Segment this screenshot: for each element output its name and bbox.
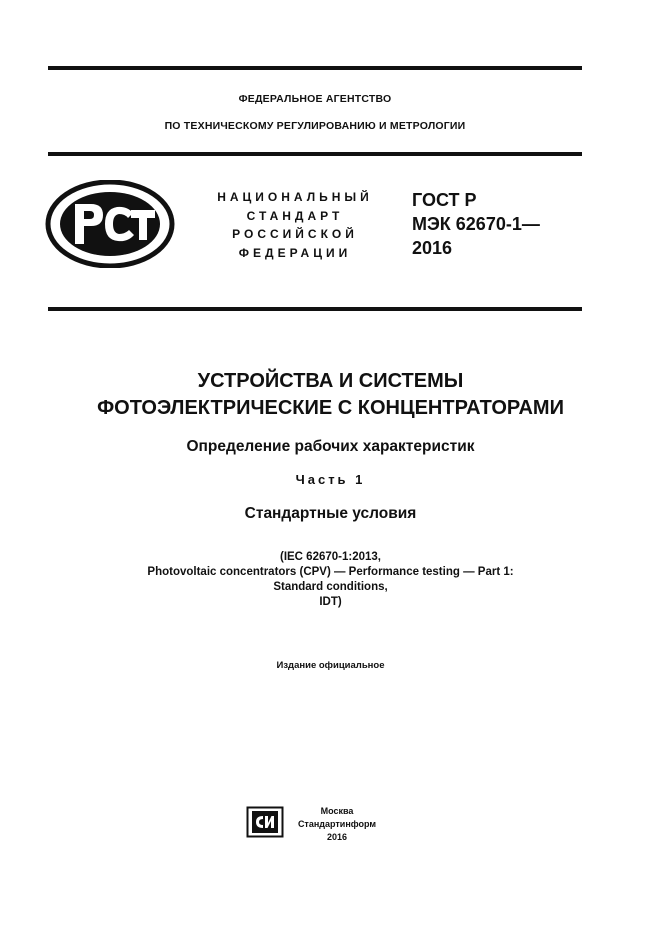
agency-line-2: ПО ТЕХНИЧЕСКОМУ РЕГУЛИРОВАНИЮ И МЕТРОЛОГИИ [164,120,466,132]
top-rule [48,66,582,70]
national-standard-caption [200,188,390,262]
designation-line: МЭК 62670-1— [412,214,540,234]
agency-line-1: ФЕДЕРАЛЬНОЕ АГЕНТСТВО [238,93,392,105]
standartinform-logo-icon [246,806,284,838]
middle-rule [48,307,582,311]
standard-designation [412,188,592,260]
iec-reference-line: Photovoltaic concentrators (CPV) — Performance testing — Part 1: [147,566,514,578]
designation-line: ГОСТ Р [412,190,477,210]
document-title-line-2: ФОТОЭЛЕКТРИЧЕСКИЕ С КОНЦЕНТРАТОРАМИ [97,397,564,419]
iec-reference [48,550,613,610]
publisher-name: Стандартинформ [297,819,377,829]
publisher-city: Москва [320,806,354,816]
iec-reference-line: (IEC 62670-1:2013, [279,551,381,563]
iec-reference-line: Standard conditions, [273,581,388,593]
national-line: НАЦИОНАЛЬНЫЙ [217,190,373,204]
publication-year: 2016 [326,832,348,842]
designation-line: 2016 [412,238,453,258]
national-line: ФЕДЕРАЦИИ [238,245,352,260]
document-subtitle: Определение рабочих характеристик [186,438,475,455]
edition-label: Издание официальное [276,660,385,671]
national-line: СТАНДАРТ [246,208,344,223]
part-number: Часть 1 [295,472,366,487]
gost-r-logo-icon [45,180,175,268]
document-title-line-1: УСТРОЙСТВА И СИСТЕМЫ [197,370,464,392]
header-rule [48,152,582,156]
part-title: Стандартные условия [244,505,417,522]
national-line: РОССИЙСКОЙ [232,227,358,241]
iec-reference-line: IDT) [319,596,342,608]
publisher-block [292,805,382,844]
